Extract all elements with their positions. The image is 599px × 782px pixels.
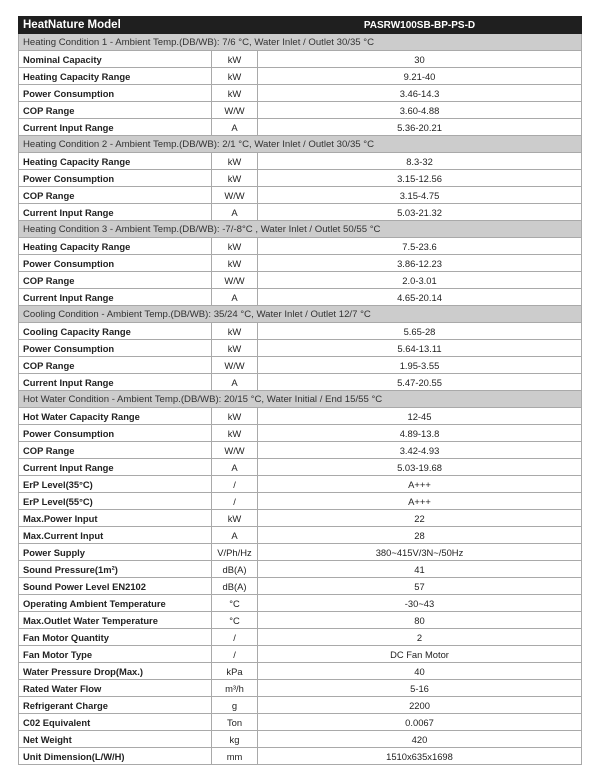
unit-cell: kW — [212, 510, 258, 527]
unit-cell: A — [212, 119, 258, 136]
value-cell: -30~43 — [258, 595, 582, 612]
section-header-row — [19, 391, 582, 408]
unit-cell: / — [212, 476, 258, 493]
unit-cell: kPa — [212, 663, 258, 680]
table-row — [19, 357, 582, 374]
unit-cell: dB(A) — [212, 578, 258, 595]
table-row — [19, 578, 582, 595]
table-row — [19, 680, 582, 697]
unit-cell: / — [212, 646, 258, 663]
table-row — [19, 493, 582, 510]
unit-cell: W/W — [212, 272, 258, 289]
parameter-cell: Power Consumption — [19, 170, 212, 187]
parameter-cell: Sound Power Level EN2102 — [19, 578, 212, 595]
table-row — [19, 442, 582, 459]
section-header-row — [19, 34, 582, 51]
table-row — [19, 714, 582, 731]
parameter-cell: Fan Motor Quantity — [19, 629, 212, 646]
unit-cell: kW — [212, 255, 258, 272]
value-cell: 3.15-12.56 — [258, 170, 582, 187]
table-row — [19, 340, 582, 357]
table-row — [19, 731, 582, 748]
parameter-cell: Power Consumption — [19, 85, 212, 102]
section-header-row — [19, 136, 582, 153]
value-cell: 5.36-20.21 — [258, 119, 582, 136]
parameter-cell: Power Consumption — [19, 425, 212, 442]
value-cell: 5-16 — [258, 680, 582, 697]
parameter-cell: Heating Capacity Range — [19, 153, 212, 170]
parameter-cell: Current Input Range — [19, 374, 212, 391]
parameter-cell: ErP Level(55°C) — [19, 493, 212, 510]
unit-cell: kW — [212, 408, 258, 425]
parameter-cell: Current Input Range — [19, 459, 212, 476]
table-row — [19, 629, 582, 646]
parameter-cell: COP Range — [19, 272, 212, 289]
section-header-row — [19, 306, 582, 323]
parameter-cell: Nominal Capacity — [19, 51, 212, 68]
parameter-cell: COP Range — [19, 357, 212, 374]
unit-cell: kW — [212, 85, 258, 102]
section-title: Heating Condition 3 - Ambient Temp.(DB/WB): -7/-8°C , Water Inlet / Outlet 50/55 °C — [19, 221, 582, 238]
value-cell: 7.5-23.6 — [258, 238, 582, 255]
table-row — [19, 272, 582, 289]
parameter-cell: C02 Equivalent — [19, 714, 212, 731]
section-title: Hot Water Condition - Ambient Temp.(DB/WB): 20/15 °C, Water Initial / End 15/55 °C — [19, 391, 582, 408]
unit-cell: °C — [212, 595, 258, 612]
section-title: Heating Condition 2 - Ambient Temp.(DB/WB): 2/1 °C, Water Inlet / Outlet 30/35 °C — [19, 136, 582, 153]
parameter-cell: Fan Motor Type — [19, 646, 212, 663]
parameter-cell: Power Consumption — [19, 255, 212, 272]
table-row — [19, 646, 582, 663]
value-cell: 30 — [258, 51, 582, 68]
parameter-cell: Heating Capacity Range — [19, 68, 212, 85]
table-row — [19, 153, 582, 170]
unit-cell: kW — [212, 51, 258, 68]
value-cell: 3.60-4.88 — [258, 102, 582, 119]
section-title: Heating Condition 1 - Ambient Temp.(DB/WB): 7/6 °C, Water Inlet / Outlet 30/35 °C — [19, 34, 582, 51]
table-row — [19, 204, 582, 221]
value-cell: 41 — [258, 561, 582, 578]
value-cell: 0.0067 — [258, 714, 582, 731]
table-row — [19, 459, 582, 476]
parameter-cell: COP Range — [19, 102, 212, 119]
value-cell: 5.47-20.55 — [258, 374, 582, 391]
value-cell: 2200 — [258, 697, 582, 714]
table-header-row — [19, 17, 582, 34]
table-row — [19, 187, 582, 204]
table-row — [19, 544, 582, 561]
table-row — [19, 425, 582, 442]
parameter-cell: Net Weight — [19, 731, 212, 748]
parameter-cell: Water Pressure Drop(Max.) — [19, 663, 212, 680]
unit-cell: °C — [212, 612, 258, 629]
unit-cell: kW — [212, 340, 258, 357]
unit-cell: A — [212, 289, 258, 306]
unit-cell: W/W — [212, 442, 258, 459]
table-row — [19, 561, 582, 578]
value-cell: 3.15-4.75 — [258, 187, 582, 204]
parameter-cell: COP Range — [19, 442, 212, 459]
unit-cell: m³/h — [212, 680, 258, 697]
section-title: Cooling Condition - Ambient Temp.(DB/WB): 35/24 °C, Water Inlet / Outlet 12/7 °C — [19, 306, 582, 323]
parameter-cell: Power Supply — [19, 544, 212, 561]
unit-cell: W/W — [212, 187, 258, 204]
model-name: PASRW100SB-BP-PS-D — [258, 17, 582, 34]
table-row — [19, 289, 582, 306]
unit-cell: A — [212, 527, 258, 544]
section-header-row — [19, 221, 582, 238]
unit-cell: / — [212, 629, 258, 646]
unit-cell: Ton — [212, 714, 258, 731]
table-row — [19, 119, 582, 136]
parameter-cell: Unit Dimension(L/W/H) — [19, 748, 212, 765]
parameter-cell: COP Range — [19, 187, 212, 204]
value-cell: 8.3-32 — [258, 153, 582, 170]
unit-cell: kW — [212, 425, 258, 442]
table-row — [19, 476, 582, 493]
value-cell: 4.65-20.14 — [258, 289, 582, 306]
table-row — [19, 323, 582, 340]
unit-cell: kW — [212, 323, 258, 340]
parameter-cell: Current Input Range — [19, 204, 212, 221]
unit-cell: kW — [212, 238, 258, 255]
table-row — [19, 68, 582, 85]
parameter-cell: Max.Outlet Water Temperature — [19, 612, 212, 629]
unit-cell: kW — [212, 170, 258, 187]
value-cell: 5.03-21.32 — [258, 204, 582, 221]
unit-cell: A — [212, 459, 258, 476]
parameter-cell: Rated Water Flow — [19, 680, 212, 697]
table-row — [19, 170, 582, 187]
unit-cell: A — [212, 374, 258, 391]
value-cell: 1.95-3.55 — [258, 357, 582, 374]
value-cell: 1510x635x1698 — [258, 748, 582, 765]
value-cell: 5.64-13.11 — [258, 340, 582, 357]
unit-cell: / — [212, 493, 258, 510]
value-cell: 57 — [258, 578, 582, 595]
table-row — [19, 612, 582, 629]
value-cell: A+++ — [258, 493, 582, 510]
table-row — [19, 697, 582, 714]
unit-cell: V/Ph/Hz — [212, 544, 258, 561]
value-cell: 5.65-28 — [258, 323, 582, 340]
parameter-cell: Current Input Range — [19, 119, 212, 136]
unit-cell: kW — [212, 153, 258, 170]
table-title: HeatNature Model — [19, 17, 258, 34]
parameter-cell: Max.Power Input — [19, 510, 212, 527]
value-cell: 3.46-14.3 — [258, 85, 582, 102]
table-row — [19, 238, 582, 255]
unit-cell: g — [212, 697, 258, 714]
value-cell: A+++ — [258, 476, 582, 493]
value-cell: DC Fan Motor — [258, 646, 582, 663]
spec-table — [18, 16, 582, 765]
table-row — [19, 102, 582, 119]
unit-cell: dB(A) — [212, 561, 258, 578]
parameter-cell: Operating Ambient Temperature — [19, 595, 212, 612]
parameter-cell: Max.Current Input — [19, 527, 212, 544]
value-cell: 5.03-19.68 — [258, 459, 582, 476]
table-row — [19, 85, 582, 102]
parameter-cell: Sound Pressure(1m²) — [19, 561, 212, 578]
parameter-cell: Current Input Range — [19, 289, 212, 306]
parameter-cell: Heating Capacity Range — [19, 238, 212, 255]
table-row — [19, 374, 582, 391]
spec-table-body — [19, 17, 582, 765]
value-cell: 12-45 — [258, 408, 582, 425]
unit-cell: W/W — [212, 102, 258, 119]
value-cell: 80 — [258, 612, 582, 629]
value-cell: 2.0-3.01 — [258, 272, 582, 289]
table-row — [19, 663, 582, 680]
parameter-cell: Refrigerant Charge — [19, 697, 212, 714]
unit-cell: A — [212, 204, 258, 221]
value-cell: 3.86-12.23 — [258, 255, 582, 272]
unit-cell: kW — [212, 68, 258, 85]
parameter-cell: Cooling Capacity Range — [19, 323, 212, 340]
table-row — [19, 527, 582, 544]
table-row — [19, 255, 582, 272]
parameter-cell: ErP Level(35°C) — [19, 476, 212, 493]
parameter-cell: Power Consumption — [19, 340, 212, 357]
value-cell: 2 — [258, 629, 582, 646]
unit-cell: mm — [212, 748, 258, 765]
value-cell: 9.21-40 — [258, 68, 582, 85]
table-row — [19, 748, 582, 765]
value-cell: 380~415V/3N~/50Hz — [258, 544, 582, 561]
parameter-cell: Hot Water Capacity Range — [19, 408, 212, 425]
unit-cell: kg — [212, 731, 258, 748]
table-row — [19, 51, 582, 68]
value-cell: 22 — [258, 510, 582, 527]
table-row — [19, 510, 582, 527]
table-row — [19, 595, 582, 612]
value-cell: 420 — [258, 731, 582, 748]
value-cell: 3.42-4.93 — [258, 442, 582, 459]
value-cell: 40 — [258, 663, 582, 680]
unit-cell: W/W — [212, 357, 258, 374]
value-cell: 28 — [258, 527, 582, 544]
value-cell: 4.89-13.8 — [258, 425, 582, 442]
table-row — [19, 408, 582, 425]
